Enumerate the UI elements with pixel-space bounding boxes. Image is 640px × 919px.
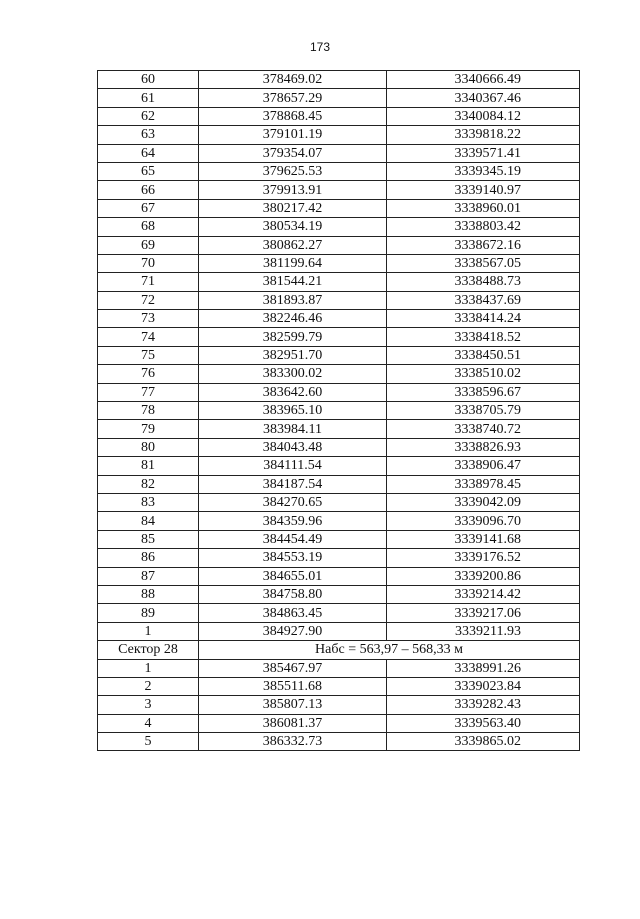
point-number: 61 — [98, 89, 199, 107]
table-row — [98, 162, 580, 180]
coordinates-table-body-after — [98, 659, 580, 751]
coordinate-x: 381893.87 — [199, 291, 387, 309]
sector-header-row — [98, 641, 580, 659]
point-number: 72 — [98, 291, 199, 309]
table-row — [98, 438, 580, 456]
coordinate-y: 3338740.72 — [387, 420, 580, 438]
coordinate-x: 385467.97 — [199, 659, 387, 677]
table-row — [98, 365, 580, 383]
table-row — [98, 512, 580, 530]
point-number: 71 — [98, 273, 199, 291]
coordinate-x: 385511.68 — [199, 677, 387, 695]
point-number: 66 — [98, 181, 199, 199]
sector-header-section — [98, 641, 580, 659]
point-number: 2 — [98, 677, 199, 695]
table-row — [98, 530, 580, 548]
table-row — [98, 383, 580, 401]
point-number: 70 — [98, 254, 199, 272]
table-row — [98, 199, 580, 217]
coordinate-y: 3338705.79 — [387, 402, 580, 420]
table-row — [98, 273, 580, 291]
point-number: 87 — [98, 567, 199, 585]
coordinate-x: 384758.80 — [199, 585, 387, 603]
point-number: 62 — [98, 107, 199, 125]
point-number: 3 — [98, 696, 199, 714]
point-number: 4 — [98, 714, 199, 732]
table-row — [98, 181, 580, 199]
coordinate-x: 382599.79 — [199, 328, 387, 346]
coordinate-x: 378469.02 — [199, 71, 387, 89]
coordinates-table — [97, 70, 580, 751]
coordinate-x: 384927.90 — [199, 622, 387, 640]
table-row — [98, 549, 580, 567]
point-number: 68 — [98, 218, 199, 236]
coordinate-y: 3338414.24 — [387, 310, 580, 328]
coordinate-x: 384270.65 — [199, 493, 387, 511]
point-number: 65 — [98, 162, 199, 180]
table-row — [98, 144, 580, 162]
coordinate-y: 3339214.42 — [387, 585, 580, 603]
point-number: 1 — [98, 622, 199, 640]
coordinate-y: 3339141.68 — [387, 530, 580, 548]
coordinate-y: 3339023.84 — [387, 677, 580, 695]
point-number: 85 — [98, 530, 199, 548]
table-row — [98, 89, 580, 107]
coordinate-y: 3340084.12 — [387, 107, 580, 125]
coordinate-x: 382951.70 — [199, 346, 387, 364]
coordinate-x: 379101.19 — [199, 126, 387, 144]
table-row — [98, 677, 580, 695]
coordinate-y: 3338437.69 — [387, 291, 580, 309]
table-row — [98, 696, 580, 714]
coordinate-y: 3339042.09 — [387, 493, 580, 511]
coordinate-x: 384454.49 — [199, 530, 387, 548]
coordinate-y: 3339200.86 — [387, 567, 580, 585]
point-number: 5 — [98, 733, 199, 751]
coordinate-x: 380534.19 — [199, 218, 387, 236]
table-row — [98, 457, 580, 475]
coordinate-x: 381544.21 — [199, 273, 387, 291]
coordinate-y: 3338960.01 — [387, 199, 580, 217]
table-row — [98, 604, 580, 622]
coordinate-y: 3338567.05 — [387, 254, 580, 272]
table-row — [98, 733, 580, 751]
coordinate-y: 3339096.70 — [387, 512, 580, 530]
coordinate-x: 382246.46 — [199, 310, 387, 328]
coordinate-y: 3338672.16 — [387, 236, 580, 254]
coordinate-x: 383984.11 — [199, 420, 387, 438]
coordinates-table-body-before — [98, 71, 580, 641]
coordinate-x: 383642.60 — [199, 383, 387, 401]
page-number: 173 — [309, 40, 331, 54]
coordinate-x: 384863.45 — [199, 604, 387, 622]
coordinate-x: 378868.45 — [199, 107, 387, 125]
point-number: 77 — [98, 383, 199, 401]
coordinate-y: 3338906.47 — [387, 457, 580, 475]
point-number: 75 — [98, 346, 199, 364]
table-row — [98, 475, 580, 493]
coordinate-x: 383300.02 — [199, 365, 387, 383]
table-row — [98, 71, 580, 89]
point-number: 86 — [98, 549, 199, 567]
point-number: 81 — [98, 457, 199, 475]
table-row — [98, 659, 580, 677]
point-number: 89 — [98, 604, 199, 622]
coordinate-y: 3339345.19 — [387, 162, 580, 180]
coordinate-y: 3339865.02 — [387, 733, 580, 751]
point-number: 63 — [98, 126, 199, 144]
point-number: 83 — [98, 493, 199, 511]
coordinate-x: 384359.96 — [199, 512, 387, 530]
table-row — [98, 236, 580, 254]
coordinate-y: 3338596.67 — [387, 383, 580, 401]
coordinate-x: 380217.42 — [199, 199, 387, 217]
coordinate-x: 383965.10 — [199, 402, 387, 420]
table-row — [98, 714, 580, 732]
table-row — [98, 218, 580, 236]
table-row — [98, 402, 580, 420]
table-row — [98, 585, 580, 603]
table-row — [98, 126, 580, 144]
coordinate-x: 386081.37 — [199, 714, 387, 732]
coordinate-x: 379354.07 — [199, 144, 387, 162]
point-number: 78 — [98, 402, 199, 420]
coordinate-x: 379913.91 — [199, 181, 387, 199]
table-row — [98, 328, 580, 346]
coordinate-y: 3338450.51 — [387, 346, 580, 364]
coordinate-x: 384655.01 — [199, 567, 387, 585]
point-number: 67 — [98, 199, 199, 217]
coordinate-y: 3338803.42 — [387, 218, 580, 236]
table-row — [98, 310, 580, 328]
table-row — [98, 493, 580, 511]
point-number: 88 — [98, 585, 199, 603]
point-number: 1 — [98, 659, 199, 677]
coordinate-x: 386332.73 — [199, 733, 387, 751]
table-row — [98, 291, 580, 309]
coordinate-x: 384553.19 — [199, 549, 387, 567]
coordinate-y: 3339211.93 — [387, 622, 580, 640]
sector-label: Сектор 28 — [98, 641, 199, 659]
table-row — [98, 254, 580, 272]
coordinate-y: 3338826.93 — [387, 438, 580, 456]
coordinate-y: 3340666.49 — [387, 71, 580, 89]
point-number: 60 — [98, 71, 199, 89]
coordinate-y: 3338418.52 — [387, 328, 580, 346]
table-row — [98, 107, 580, 125]
coordinate-x: 378657.29 — [199, 89, 387, 107]
coordinate-x: 379625.53 — [199, 162, 387, 180]
point-number: 69 — [98, 236, 199, 254]
coordinate-y: 3338488.73 — [387, 273, 580, 291]
coordinate-x: 384187.54 — [199, 475, 387, 493]
point-number: 80 — [98, 438, 199, 456]
coordinate-y: 3339282.43 — [387, 696, 580, 714]
coordinate-y: 3339176.52 — [387, 549, 580, 567]
coordinate-y: 3340367.46 — [387, 89, 580, 107]
table-row — [98, 420, 580, 438]
coordinate-x: 380862.27 — [199, 236, 387, 254]
coordinate-y: 3338991.26 — [387, 659, 580, 677]
point-number: 74 — [98, 328, 199, 346]
coordinate-y: 3338510.02 — [387, 365, 580, 383]
coordinate-y: 3339217.06 — [387, 604, 580, 622]
table-row — [98, 622, 580, 640]
point-number: 73 — [98, 310, 199, 328]
coordinate-y: 3338978.45 — [387, 475, 580, 493]
point-number: 84 — [98, 512, 199, 530]
table-row — [98, 567, 580, 585]
coordinate-y: 3339140.97 — [387, 181, 580, 199]
point-number: 82 — [98, 475, 199, 493]
sector-height-range: Набс = 563,97 – 568,33 м — [199, 641, 580, 659]
point-number: 64 — [98, 144, 199, 162]
coordinate-y: 3339818.22 — [387, 126, 580, 144]
point-number: 79 — [98, 420, 199, 438]
coordinate-y: 3339571.41 — [387, 144, 580, 162]
coordinate-y: 3339563.40 — [387, 714, 580, 732]
point-number: 76 — [98, 365, 199, 383]
coordinate-x: 384043.48 — [199, 438, 387, 456]
table-row — [98, 346, 580, 364]
coordinate-x: 384111.54 — [199, 457, 387, 475]
coordinate-x: 385807.13 — [199, 696, 387, 714]
coordinate-x: 381199.64 — [199, 254, 387, 272]
